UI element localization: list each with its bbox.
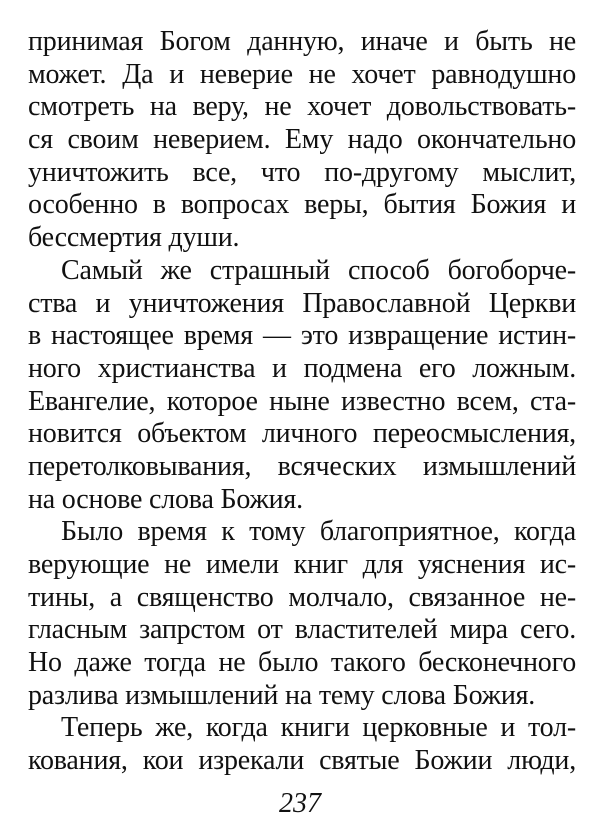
text-line: Но даже тогда не было такого бесконечного — [28, 647, 576, 679]
text-line: ства и уничтожения Православной Церкви — [28, 287, 576, 319]
text-line: бессмертия души. — [28, 222, 240, 254]
text-line: Теперь же, когда книги церковные и тол- — [61, 712, 576, 744]
body-text — [28, 26, 576, 778]
page-number: 237 — [279, 788, 321, 819]
text-line: смотреть на веру, не хочет довольствовать- — [28, 91, 576, 123]
text-line: в настоящее время — это извращение истин- — [28, 320, 576, 352]
text-line: тины, а священство молчало, связанное не- — [28, 581, 576, 613]
text-line: принимая Богом данную, иначе и быть не — [28, 26, 576, 57]
text-line: особенно в вопросах веры, бытия Божия и — [28, 189, 576, 221]
text-line: Евангелие, которое ныне известно всем, ста- — [28, 385, 576, 417]
text-line: ся своим неверием. Ему надо окончательно — [28, 124, 576, 156]
text-line: гласным запрстом от властителей мира сего. — [28, 614, 576, 646]
text-line: верующие не имели книг для уяснения ис- — [28, 549, 576, 580]
text-line: уничтожить все, что по-другому мыслит, — [28, 156, 576, 188]
text-line: может. Да и неверие не хочет равнодушно — [28, 58, 576, 90]
text-line: Было время к тому благоприятное, когда — [61, 516, 576, 548]
text-line: перетолковывания, всяческих измышлений — [28, 450, 576, 482]
text-line: на основе слова Божия. — [28, 483, 303, 515]
text-line: кования, кои изрекали святые Божии люди, — [28, 745, 576, 777]
text-line: ного христианства и подмена его ложным. — [28, 352, 576, 384]
text-line: новится объектом личного переосмысления, — [28, 418, 576, 450]
text-line: Самый же страшный способ богоборче- — [61, 254, 576, 286]
text-line: разлива измышлений на тему слова Божия. — [28, 679, 536, 711]
